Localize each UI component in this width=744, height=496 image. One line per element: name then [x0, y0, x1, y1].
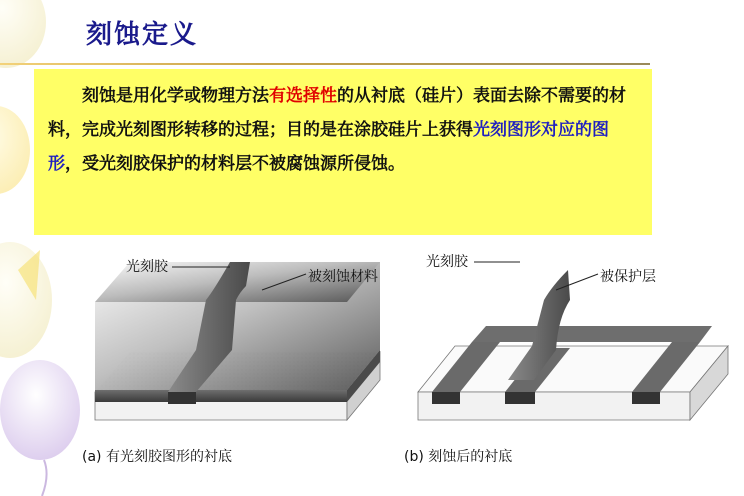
figure-b-center-front [505, 392, 535, 404]
definition-highlight-pattern: 光刻图形对应的图形 [48, 120, 609, 174]
figure-b-caption: (b) 刻蚀后的衬底 [404, 449, 513, 465]
definition-highlight-selective: 有选择性 [269, 86, 337, 106]
figure-a-label-etched-material: 被刻蚀材料 [308, 269, 378, 285]
figure-b-label-protected-layer: 被保护层 [600, 269, 656, 285]
page-title: 刻蚀定义 [86, 20, 199, 50]
figure-a-resist-front [168, 392, 196, 404]
figure-a-caption: (a) 有光刻胶图形的衬底 [82, 449, 232, 465]
figure-b-right-front [632, 392, 660, 404]
definition-text-1: 刻蚀是用化学或物理方法 [82, 86, 269, 106]
figure-b-illustration [418, 262, 728, 420]
figure-b-left-front [432, 392, 460, 404]
definition-text-3: ，受光刻胶保护的材料层不被腐蚀源所侵蚀。 [65, 154, 405, 174]
figure-b-layer-back-bar [472, 326, 712, 342]
figure-a-layer-front [95, 390, 347, 402]
definition-text-2: 的从衬底（硅片）表面去除不需要的材料，完成光刻图形转移的过程；目的是在涂胶硅片上获得 [48, 86, 626, 140]
figure-b-label-photoresist: 光刻胶 [426, 254, 468, 270]
figure-a-label-photoresist: 光刻胶 [126, 259, 168, 275]
